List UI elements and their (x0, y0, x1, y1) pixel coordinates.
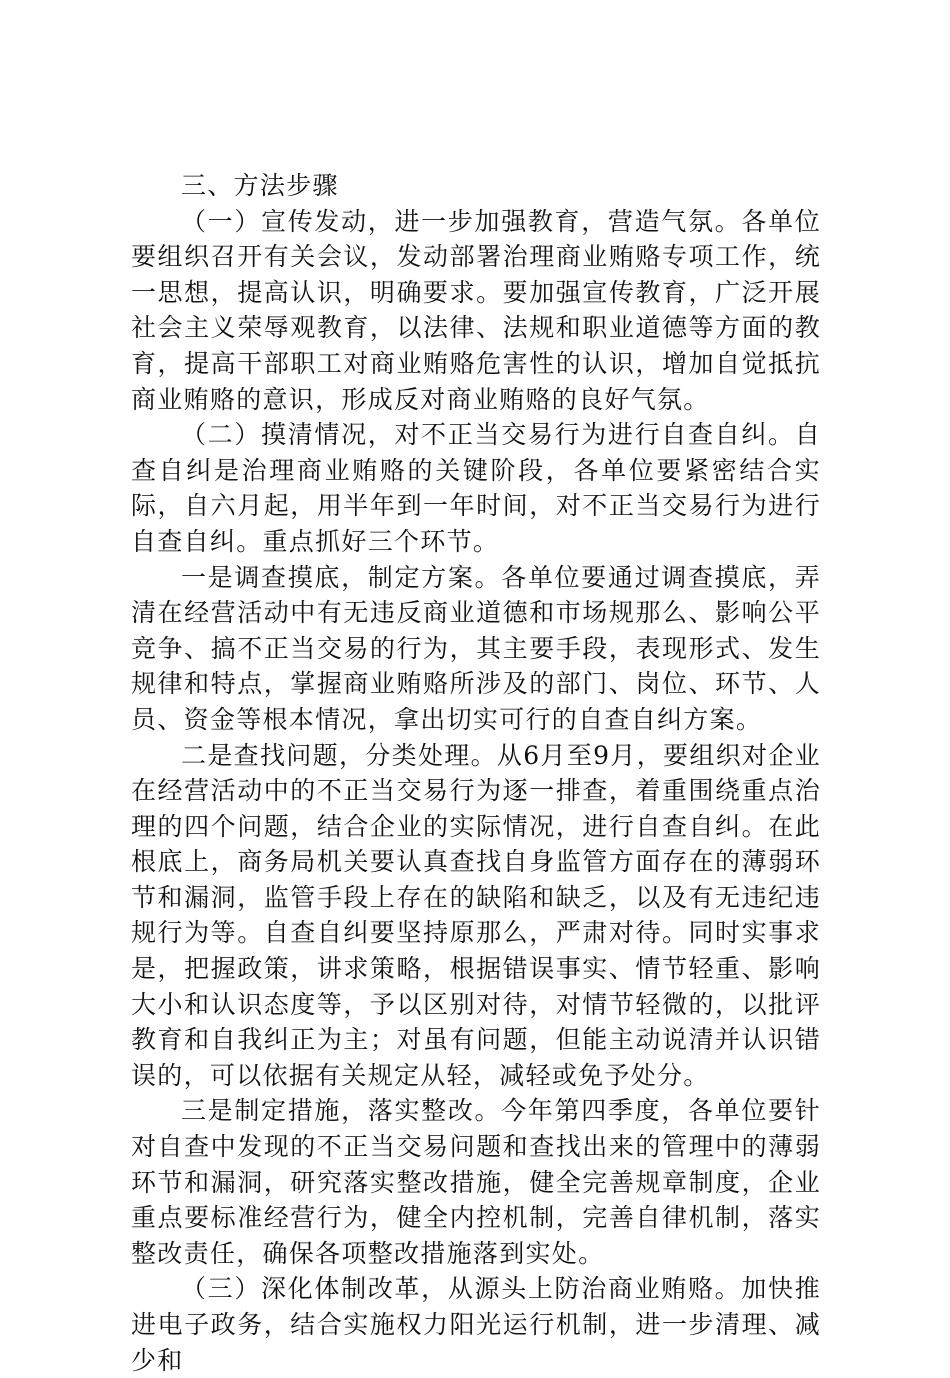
section-heading: 三、方法步骤 (181, 171, 339, 200)
paragraph-self-inspection: （二）摸清情况，对不正当交易行为进行自查自纠。自查自纠是治理商业贿赂的关键阶段，各单位要紧密结合实际，自六月起，用半年到一年时间，对不正当交易行为进行自查自纠。重点抓好三个环节。 (131, 420, 821, 556)
paragraph-step-one: 一是调查摸底，制定方案。各单位要通过调查摸底，弄清在经营活动中有无违反商业道德和市场规那么、影响公平竞争、搞不正当交易的行为，其主要手段，表现形式、发生规律和特点，掌握商业贿赂所涉及的部门、岗位、环节、人员、资金等根本情况，拿出切实可行的自查自纠方案。 (131, 562, 821, 734)
paragraph-publicity: （一）宣传发动，进一步加强教育，营造气氛。各单位要组织召开有关会议，发动部署治理商业贿赂专项工作，统一思想，提高认识，明确要求。要加强宣传教育，广泛开展社会主义荣辱观教育，以法律、法规和职业道德等方面的教育，提高干部职工对商业贿赂危害性的认识，增加自觉抵抗商业贿赂的意识，形成反对商业贿赂的良好气氛。 (131, 206, 821, 414)
paragraph-reform: （三）深化体制改革，从源头上防治商业贿赂。加快推进电子政务，结合实施权力阳光运行机制，进一步清理、减少和 (131, 1274, 821, 1375)
paragraph-step-three: 三是制定措施，落实整改。今年第四季度，各单位要针对自查中发现的不正当交易问题和查找出来的管理中的薄弱环节和漏洞，研究落实整改措施，健全完善规章制度，企业重点要标准经营行为，健全内控机制，完善自律机制，落实整改责任，确保各项整改措施落到实处。 (131, 1096, 821, 1268)
document-body (131, 168, 821, 1378)
paragraph-step-two: 二是查找问题，分类处理。从6月至9月，要组织对企业在经营活动中的不正当交易行为逐一排查，着重围绕重点治理的四个问题，结合企业的实际情况，进行自查自纠。在此根底上，商务局机关要认真查找自身监管方面存在的薄弱环节和漏洞，监管手段上存在的缺陷和缺乏，以及有无违纪违规行为等。自查自纠要坚持原那么，严肃对待。同时实事求是，把握政策，讲求策略，根据错误事实、情节轻重、影响大小和认识态度等，予以区别对待，对情节轻微的，以批评教育和自我纠正为主；对虽有问题，但能主动说清并认识错误的，可以依据有关规定从轻，减轻或免予处分。 (131, 740, 821, 1090)
